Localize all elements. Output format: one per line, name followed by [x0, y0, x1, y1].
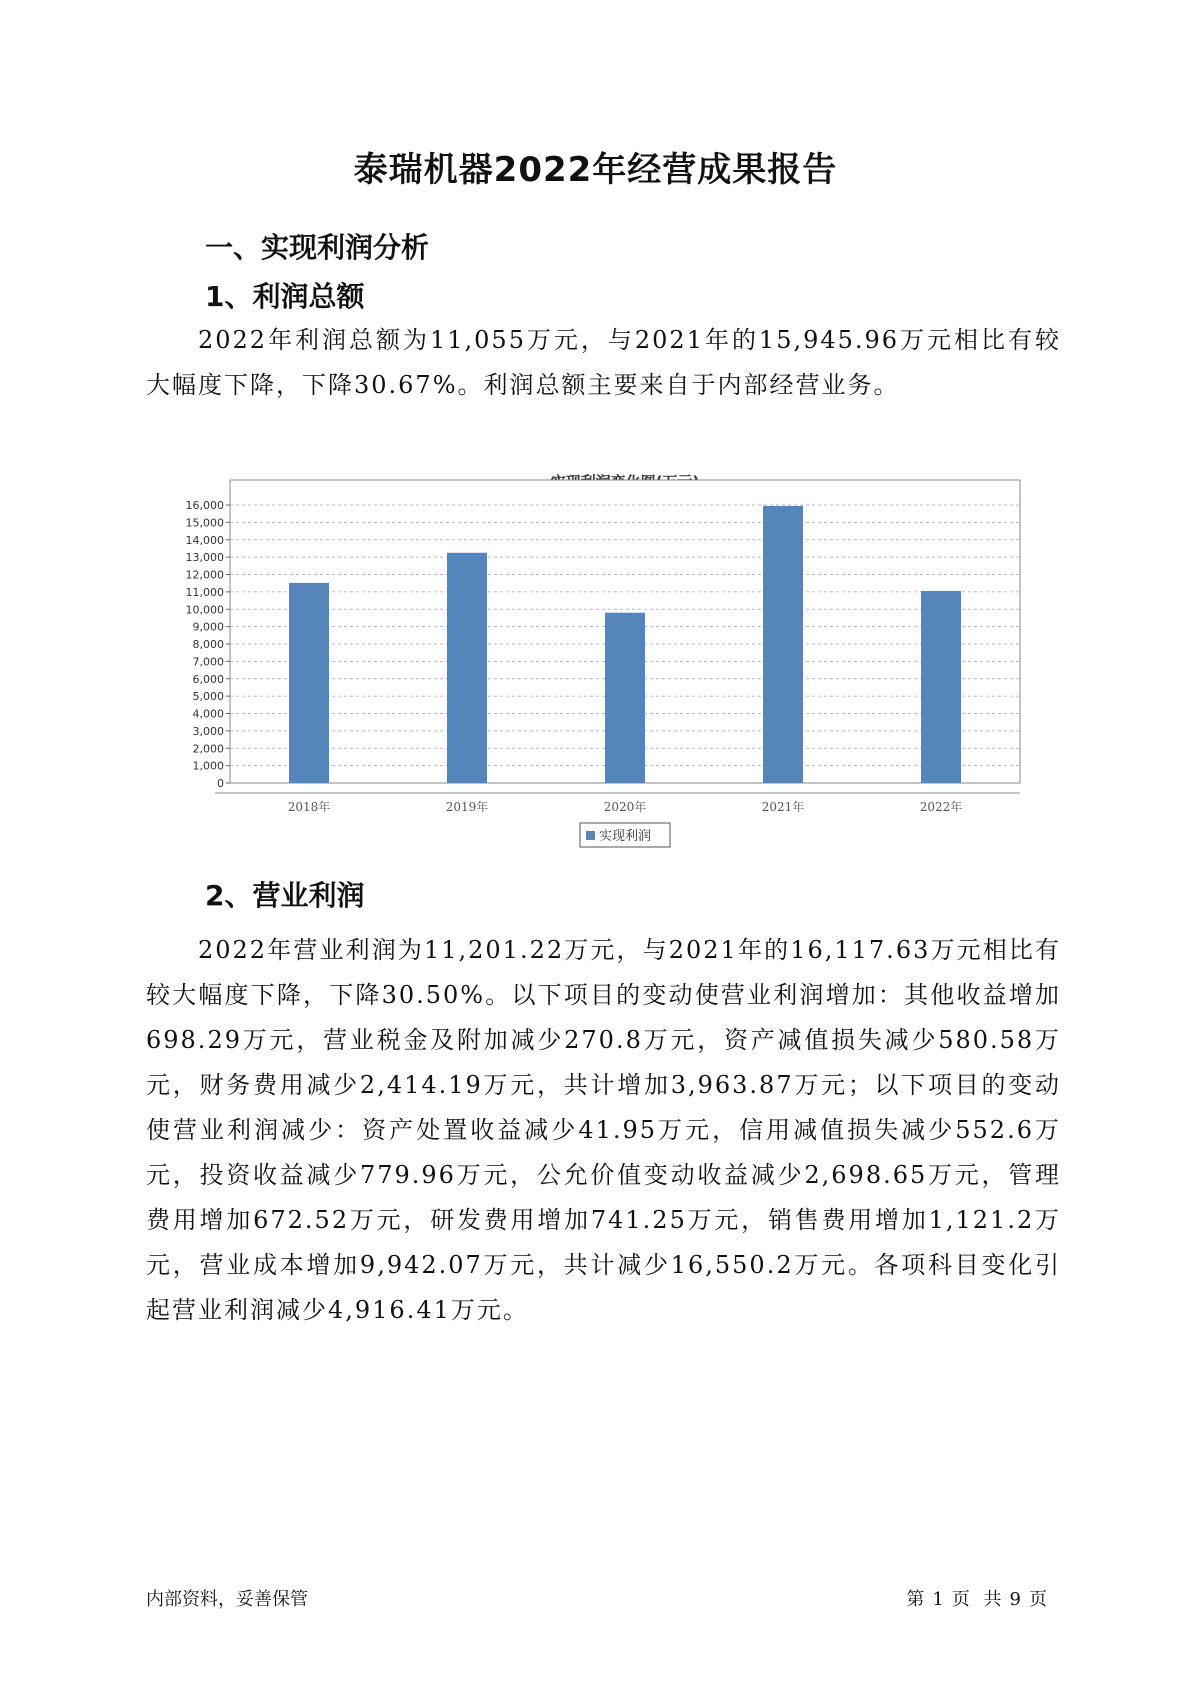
bar-2019年 [447, 553, 487, 783]
y-tick-label: 3,000 [192, 724, 224, 738]
y-tick-label: 10,000 [185, 603, 224, 617]
page-prefix: 第 [906, 1589, 925, 1610]
y-tick-label: 16,000 [185, 499, 224, 512]
bar-2021年 [763, 506, 803, 783]
total-pages: 9 [1009, 1589, 1021, 1610]
legend-swatch [586, 831, 595, 840]
bar-2022年 [921, 591, 961, 783]
legend-label: 实现利润 [599, 829, 652, 844]
x-tick-label: 2022年 [919, 800, 963, 814]
y-tick-label: 8,000 [192, 638, 224, 651]
y-tick-label: 15,000 [185, 516, 224, 530]
bar-2018年 [289, 583, 329, 783]
y-tick-label: 5,000 [192, 690, 224, 704]
x-tick-label: 2018年 [287, 800, 331, 814]
y-tick-label: 14,000 [185, 533, 224, 547]
subheading-operating-profit: 2、营业利润 [205, 879, 365, 912]
y-tick-label: 13,000 [185, 551, 224, 565]
profit-bar-chart [140, 455, 1040, 855]
y-tick-label: 2,000 [192, 742, 224, 756]
y-tick-label: 9,000 [192, 620, 224, 634]
x-tick-label: 2019年 [445, 800, 489, 814]
page-unit: 页 [951, 1589, 970, 1610]
total-unit: 页 [1029, 1589, 1047, 1610]
y-tick-label: 1,000 [192, 759, 224, 773]
document-title: 泰瑞机器2022年经营成果报告 [353, 150, 838, 190]
y-tick-label: 12,000 [185, 568, 224, 582]
y-tick-label: 6,000 [192, 672, 224, 686]
total-prefix: 共 [983, 1589, 1002, 1610]
subheading-total-profit: 1、利润总额 [205, 280, 365, 313]
footer-confidential-note: 内部资料，妥善保管 [146, 1589, 308, 1610]
paragraph-total-profit: 2022年利润总额为11,055万元，与2021年的15,945.96万元相比有较大幅度下降，下降30.67%。利润总额主要来自于内部经营业务。 [146, 326, 1061, 399]
footer-page-indicator [902, 1585, 1051, 1611]
y-tick-label: 7,000 [192, 655, 224, 669]
paragraph-operating-profit: 2022年营业利润为11,201.22万元，与2021年的16,117.63万元相比有较大幅度下降，下降30.50%。以下项目的变动使营业利润增加：其他收益增加698.29万元，营业税金及附加减少270.8万元，资产减值损失减少580.58万元，财务费用减少2,414.19万元，共计增加3,963.87万元；以下项目的变动使营业利润减少：资产处置收益减少41.95万元，信用减值损失减少552.6万元，投资收益减少779.96万元，公允价值变动收益减少2,698.65万元，管理费用增加672.52万元，研发费用增加741.25万元，销售费用增加1,121.2万元，营业成本增加9,942.07万元，共计减少16,550.2万元。各项科目变化引起营业利润减少4,916.41万元。 [146, 936, 1061, 1324]
section-heading-profit-analysis: 一、实现利润分析 [205, 231, 430, 264]
page-number: 1 [932, 1589, 944, 1610]
y-tick-label: 11,000 [185, 585, 224, 599]
y-tick-label: 0 [217, 777, 224, 790]
x-tick-label: 2020年 [603, 800, 647, 814]
y-tick-label: 4,000 [192, 707, 224, 721]
bar-2020年 [605, 613, 645, 783]
x-tick-label: 2021年 [761, 800, 805, 814]
